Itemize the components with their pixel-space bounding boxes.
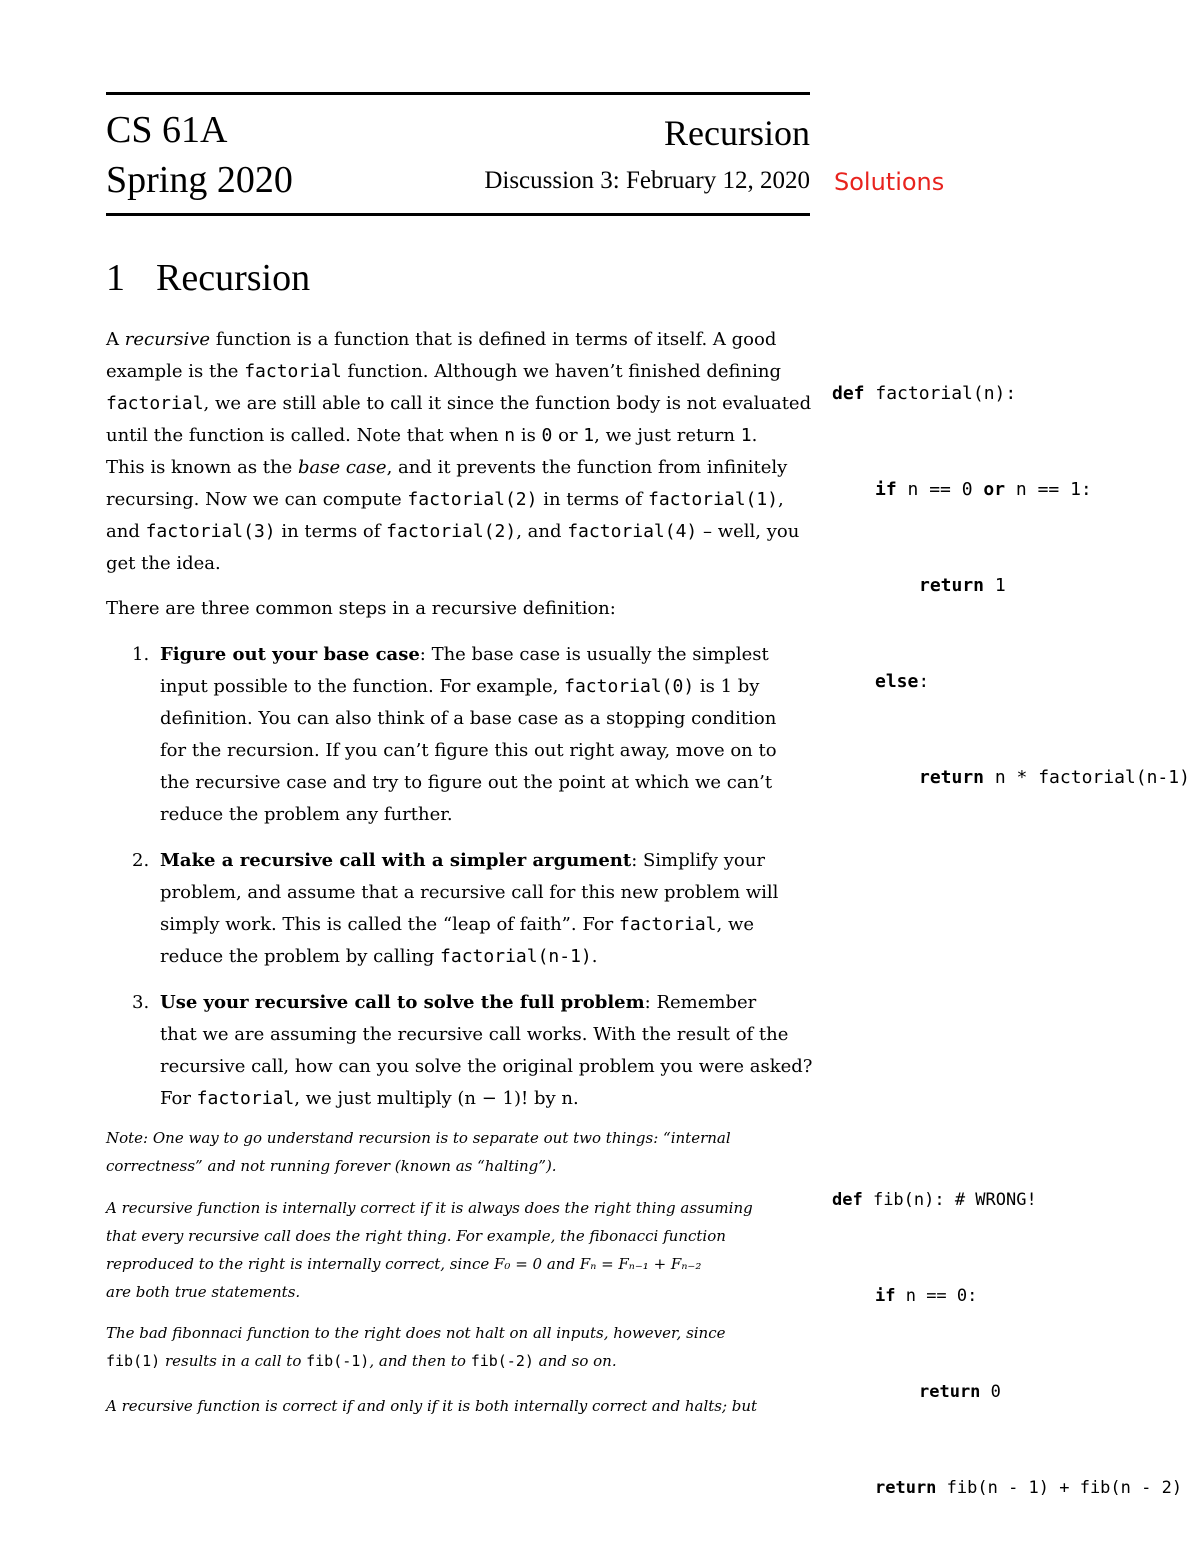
steps-list <box>106 639 813 1129</box>
intro-line: get the idea. <box>106 553 221 574</box>
intro-line: A recursive function is a function that is defined in terms of itself. A good <box>106 329 777 350</box>
note-bad-fib: The bad fibonnaci function to the right does not halt on all inputs, however, since fib(1) results in a call to fib(-1), and then to fib(-2) and so on. <box>106 1324 726 1370</box>
intro-line: until the function is called. Note that when n is 0 or 1, we just return 1. <box>106 425 758 446</box>
intro-line: This is known as the base case, and it prevents the function from infinitely <box>106 457 788 478</box>
intro-line: recursing. Now we can compute factorial(2) in terms of factorial(1), <box>106 489 784 510</box>
header-top-rule <box>106 92 810 95</box>
fib-code: def fib(n): # WRONG! if n == 0: return 0 return fib(n - 1) + fib(n - 2) <box>832 1190 1183 1498</box>
term-title: Spring 2020 <box>106 159 293 201</box>
step-item: 1. Figure out your base case: The base case is usually the simplest input possible to the function. For example, factorial(0) is 1 by definition. You can also think of a base case as a stopping condition for the recursion. If you can’t figure this out right away, move on to the recursive case and try to figure out the point at which we can’t reduce the problem any further. <box>132 644 777 825</box>
steps-intro: There are three common steps in a recursive definition: <box>106 598 616 619</box>
note-halting: Note: One way to go understand recursion is to separate out two things: “internal correctness” and not running forever (known as “halting”). <box>106 1129 731 1175</box>
intro-line: factorial, we are still able to call it since the function body is not evaluated <box>106 393 812 414</box>
factorial-code: def factorial(n): if n == 0 or n == 1: return 1 else: return n * factorial(n-1) <box>832 383 1190 788</box>
solutions-label: Solutions <box>834 168 945 196</box>
section-number: 1 <box>106 257 125 299</box>
intro-paragraph <box>106 324 810 580</box>
intro-line: example is the factorial function. Although we haven’t finished defining <box>106 361 782 382</box>
discussion-date: Discussion 3: February 12, 2020 <box>484 167 810 194</box>
topic-title: Recursion <box>664 113 810 153</box>
course-title: CS 61A <box>106 109 228 151</box>
step-item: 3. Use your recursive call to solve the full problem: Remember that we are assuming the recursive call works. With the result of the recursive call, how can you solve the original problem you were asked? For factorial, we just multiply (n − 1)! by n. <box>132 992 813 1109</box>
note-correct: A recursive function is correct if and only if it is both internally correct and halts; but <box>106 1397 758 1415</box>
intro-line: and factorial(3) in terms of factorial(2), and factorial(4) – well, you <box>106 521 800 542</box>
header-bottom-rule <box>106 213 810 216</box>
step-item: 2. Make a recursive call with a simpler argument: Simplify your problem, and assume that a recursive call for this new problem will simply work. This is called the “leap of faith”. For factorial, we reduce the problem by calling factorial(n-1). <box>132 850 779 967</box>
section-title: Recursion <box>156 257 311 299</box>
note-internal-correctness: A recursive function is internally correct if it is always does the right thing assuming that every recursive call does the right thing. For example, the fibonacci function reproduced to the right is internally correct, since F₀ = 0 and Fₙ = Fₙ₋₁ + Fₙ₋₂ are both true statements. <box>106 1199 753 1301</box>
